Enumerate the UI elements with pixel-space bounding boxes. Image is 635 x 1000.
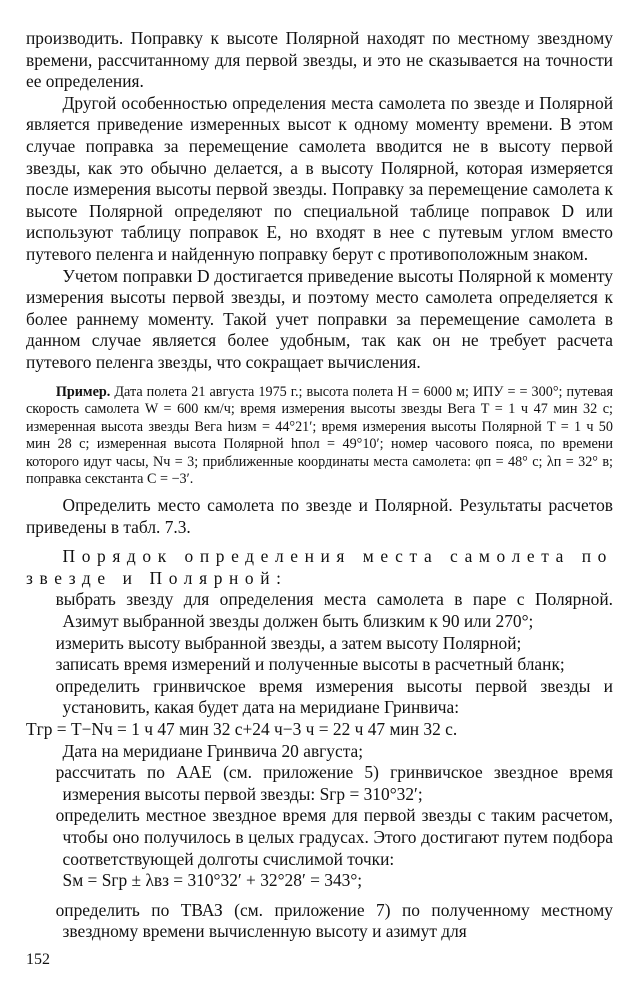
example-label: Пример. — [55, 383, 111, 400]
page-number: 152 — [26, 951, 50, 968]
step-computed-height: определить по ТВАЗ (см. приложение 7) по полученному местному звездному времени вычисленную высоту и азимут для — [55, 899, 613, 942]
step-record-times: записать время измерений и полученные высоты в расчетный бланк; — [55, 654, 565, 675]
step-measure-heights: измерить высоту выбранной звезды, а затем высоту Полярной; — [55, 632, 522, 653]
step-sidereal-time: рассчитать по ААЕ (см. приложение 5) гринвичское звездное время измерения высоты первой звезды: Sгр = 310°32′; — [55, 762, 613, 804]
step-select-star: выбрать звезду для определения места самолета в паре с Полярной. Азимут выбранной звезды должен быть близким к 90 или 270°; — [55, 589, 613, 632]
task-statement: Определить место самолета по звезде и Полярной. Результаты расчетов приведены в табл. 7.3. — [26, 495, 613, 537]
paragraph-1: производить. Поправку к высоте Полярной находят по местному звездному времени, рассчитанному для первой звезды, и это не сказывается на точности ее определения. — [26, 28, 613, 92]
example-text: Дата полета 21 августа 1975 г.; высота полета H = 6000 м; ИПУ = = 300°; путевая скорость самолета W = 600 км/ч; время измерения высоты звезды Вега T = 1 ч 47 мин 32 с; измеренная высота звезды Вега hизм = 44°21′; время измерения высоты Полярной T = 1 ч 50 мин 28 с; измеренная высота Полярной hпол = 49°10′; номер часового пояса, по времени которого идут часы, Nч = 3; приближенные координаты места самолета: φп = 48° с; λп = 32° в; поправка секстанта C = −3′. — [26, 383, 614, 488]
formula-local-sidereal: Sм = Sгр ± λвз = 310°32′ + 32°28′ = 343°; — [62, 870, 363, 891]
paragraph-2: Другой особенностью определения места самолета по звезде и Полярной является приведение измеренных высот к одному моменту времени. В этом случае поправка за перемещение самолета вводится не в высоту первой звезды, как это обычно делается, а в высоту Полярной, которая измеряется после измерения высоты первой звезды. Поправку за перемещение самолета к высоте Полярной определяют по специальной таблице поправок D или используют таблицу поправок E, но входят в нее с путевым углом вместо путевого пеленга и найденную поправку берут с противоположным знаком. — [26, 92, 613, 264]
example-block — [26, 384, 613, 490]
step-local-sidereal: определить местное звездное время для первой звезды с таким расчетом, чтобы оно получилось в целых градусах. Этого достигают путем подбора соответствующей долготы счислимой точки: — [55, 805, 613, 869]
step-greenwich-time: определить гринвичское время измерения высоты первой звезды и установить, какая будет дата на меридиане Гринвича: — [55, 675, 613, 718]
greenwich-date: Дата на меридиане Гринвича 20 августа; — [62, 740, 364, 761]
paragraph-3: Учетом поправки D достигается приведение высоты Полярной к моменту измерения высоты первой звезды, и поэтому место самолета определяется к более раннему моменту. Такой учет поправки за перемещение самолета в данном случае является более удобным, так как он не требует расчета путевого пеленга звезды, что сокращает вычисления. — [26, 265, 613, 372]
procedure-heading: Порядок определения места самолета по звезде и Полярной: — [26, 546, 613, 588]
formula-greenwich-time: Tгр = T−Nч = 1 ч 47 мин 32 с+24 ч−3 ч = 22 ч 47 мин 32 с. — [26, 719, 458, 739]
